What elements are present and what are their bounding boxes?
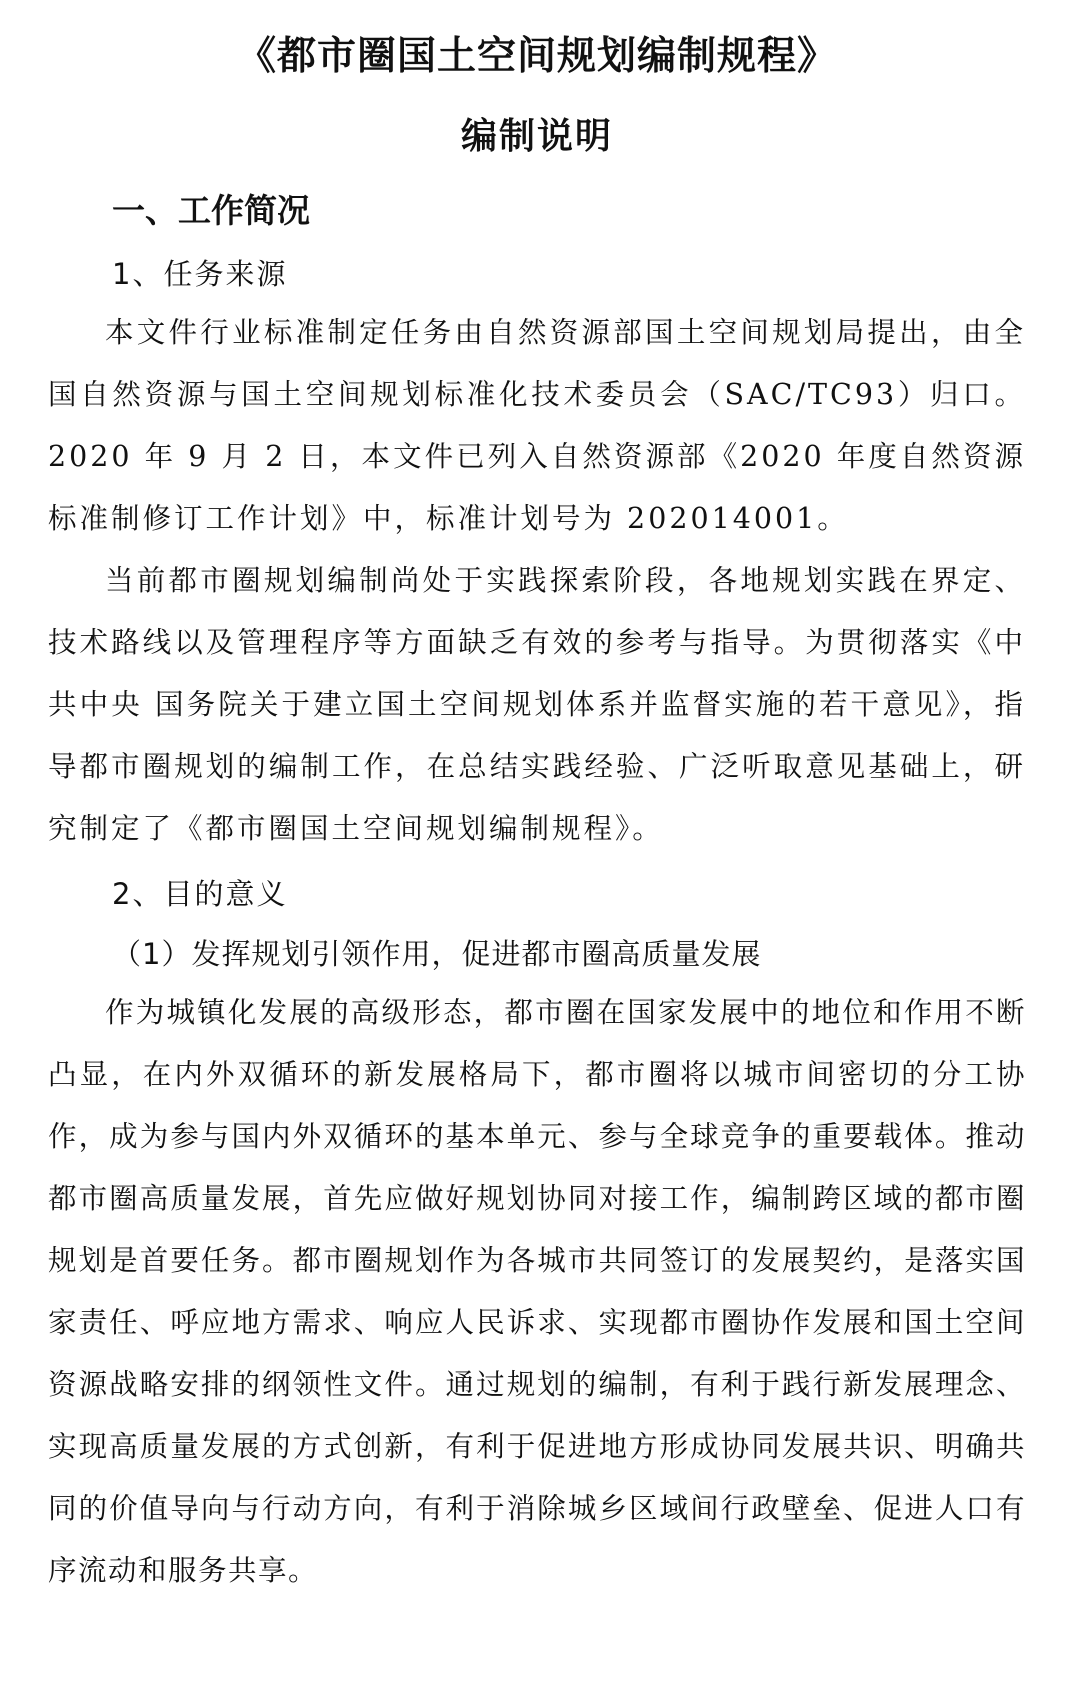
item-heading-planning-guidance: （1）发挥规划引领作用，促进都市圈高质量发展 <box>112 937 762 971</box>
subsection-heading-purpose: 2、目的意义 <box>112 877 288 911</box>
paragraph-task-source-2: 当前都市圈规划编制尚处于实践探索阶段，各地规划实践在界定、技术路线以及管理程序等方面缺乏有效的参考与指导。为贯彻落实《中共中央 国务院关于建立国土空间规划体系并监督实施的若干意见》，指导都市圈规划的编制工作，在总结实践经验、广泛听取意见基础上，研究制定了《都市圈国土空间规划编制规程》。 <box>48 564 1026 845</box>
document-title: 《都市圈国土空间规划编制规程》 <box>236 34 837 79</box>
document-subtitle: 编制说明 <box>460 116 613 157</box>
section-heading-work-overview: 一、工作简况 <box>112 191 310 230</box>
paragraph-task-source-1: 本文件行业标准制定任务由自然资源部国土空间规划局提出，由全国自然资源与国土空间规划标准化技术委员会（SAC/TC93）归口。2020 年 9 月 2 日，本文件已列入自然资源部《2020 年度自然资源标准制修订工作计划》中，标准计划号为 202014001。 <box>48 316 1026 535</box>
paragraph-planning-guidance: 作为城镇化发展的高级形态，都市圈在国家发展中的地位和作用不断凸显，在内外双循环的新发展格局下，都市圈将以城市间密切的分工协作，成为参与国内外双循环的基本单元、参与全球竞争的重要载体。推动都市圈高质量发展，首先应做好规划协同对接工作，编制跨区域的都市圈规划是首要任务。都市圈规划作为各城市共同签订的发展契约，是落实国家责任、呼应地方需求、响应人民诉求、实现都市圈协作发展和国土空间资源战略安排的纲领性文件。通过规划的编制，有利于践行新发展理念、实现高质量发展的方式创新，有利于促进地方形成协同发展共识、明确共同的价值导向与行动方向，有利于消除城乡区域间行政壁垒、促进人口有序流动和服务共享。 <box>48 996 1026 1587</box>
subsection-heading-task-source: 1、任务来源 <box>112 257 288 291</box>
